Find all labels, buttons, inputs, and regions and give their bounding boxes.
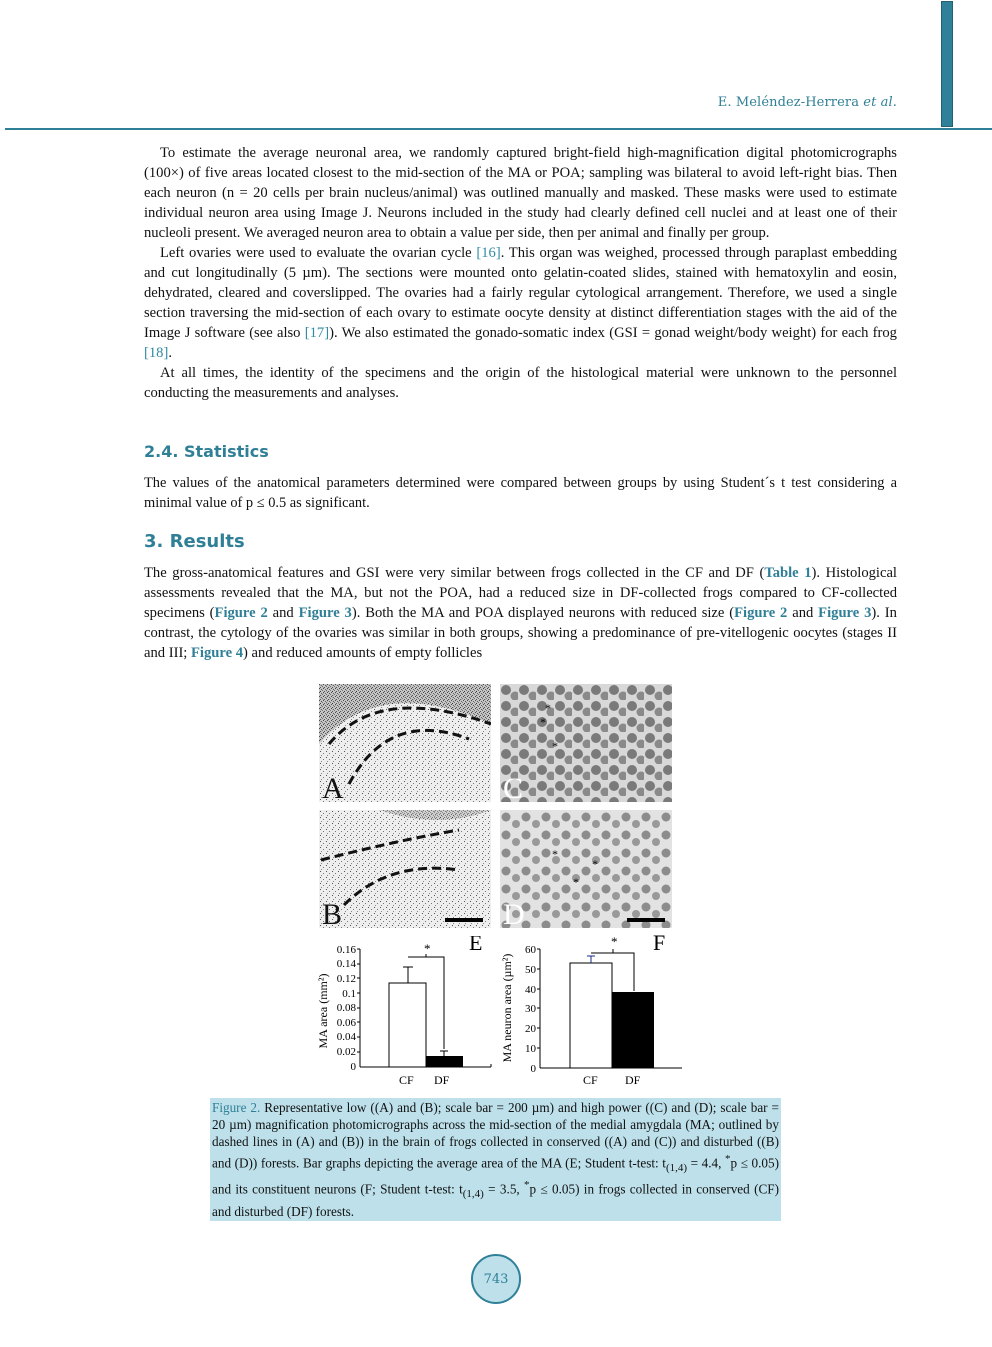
heading-results: 3. Results [144, 531, 245, 552]
text-span: ). In contrast, the cytology of the ovaries was similar in both groups, showing a predominance of pre-vitellogenic oocytes (stages II and III; [144, 605, 897, 661]
micrograph-b-image [319, 810, 491, 928]
caption-figure-label: Figure 2. [212, 1100, 261, 1115]
svg-text:40: 40 [525, 984, 536, 996]
caption-subscript: (1,4) [462, 1187, 484, 1200]
svg-text:30: 30 [525, 1003, 536, 1015]
svg-text:*: * [545, 701, 551, 715]
results-text [144, 563, 897, 663]
methods-text [144, 143, 897, 403]
caption-subscript: (1,4) [665, 1161, 688, 1174]
ref-table-1[interactable]: Table 1 [764, 565, 812, 581]
text-span: ). We also estimated the gonado-somatic index (GSI = gonad weight/body weight) for each frog [329, 325, 897, 341]
svg-text:DF: DF [434, 1073, 450, 1086]
figure-2 [316, 684, 674, 1087]
svg-text:MA area (mm²): MA area (mm²) [316, 973, 330, 1049]
micrograph-panel-a [319, 684, 491, 802]
text-span: . This organ was weighed, processed through paraplast embedding and cut longitudinally (5 µm). The sections were mounted onto gelatin-coated slides, stained with hematoxylin and eosin, dehydrated, cleared and coverslipped. The ovaries had a fairly regular cytological arrangement. Therefore, we used a single section traversing the mid-section of each ovary to estimate oocyte density at distinct differentiation stages with the aid of the Image J software (see also [144, 245, 897, 341]
ref-figure-2[interactable]: Figure 2 [214, 605, 268, 621]
svg-text:*: * [540, 715, 546, 729]
svg-text:0: 0 [530, 1063, 536, 1075]
svg-text:10: 10 [525, 1043, 536, 1055]
ref-figure-4[interactable]: Figure 4 [191, 645, 244, 661]
svg-text:*: * [592, 857, 598, 871]
chart-f-svg [497, 928, 687, 1088]
caption-text: = 4.4, [687, 1155, 726, 1170]
side-tab-marker [941, 1, 953, 127]
text-span: ). Histological assessments revealed that the MA, but not the POA, had a reduced size in DF-collected frogs compared to CF-collected specimens ( [144, 565, 897, 621]
svg-text:0.12: 0.12 [336, 973, 356, 985]
svg-text:0.1: 0.1 [342, 988, 356, 1000]
svg-text:*: * [552, 739, 558, 753]
chart-e-svg [307, 936, 497, 1086]
micrograph-d-image [500, 810, 672, 928]
ref-figure-2[interactable]: Figure 2 [734, 605, 788, 621]
ref-figure-3[interactable]: Figure 3 [818, 605, 872, 621]
caption-text: p ≤ 0.05) and its constituent neurons (F; Student t-test: t [212, 1155, 779, 1197]
scale-bar-200um [445, 918, 483, 922]
text-span: . [168, 345, 172, 361]
svg-text:0.02: 0.02 [336, 1046, 356, 1058]
panel-label-d: D [503, 898, 525, 928]
text-span: and [267, 605, 299, 621]
citation-16[interactable]: [16] [476, 245, 501, 261]
significance-asterisk-f: * [611, 934, 618, 949]
et-al: et al. [863, 95, 897, 110]
citation-18[interactable]: [18] [144, 345, 169, 361]
paragraph-blinding: At all times, the identity of the specimens and the origin of the histological material were unknown to the personnel conducting the measurements and analyses. [144, 365, 897, 401]
paragraph-statistics: The values of the anatomical parameters determined were compared between groups by using Student´s t test considering a minimal value of p ≤ 0.5 as significant. [144, 475, 897, 511]
caption-text: p ≤ 0.05) in frogs collected in conserved (CF) and disturbed (DF) forests. [212, 1181, 779, 1220]
svg-text:*: * [573, 875, 579, 889]
paragraph-neuron-area: To estimate the average neuronal area, we randomly captured bright-field high-magnification digital photomicrographs (100×) of five areas located closest to the mid-section of the MA or POA; sampling was bilateral to avoid left-right bias. Then each neuron (n = 20 cells per brain nucleus/animal) was outlined manually and masked. These masks were used to estimate individual neuron area using Image J. Neurons included in the study had clearly defined cell nuclei and at least one of their nucleoli present. We averaged neuron area to obtain a value per side, then per animal and finally per group. [144, 145, 897, 241]
bar-chart-neuron-area [497, 928, 687, 1093]
scale-bar-20um [627, 918, 665, 922]
text-span: ). Both the MA and POA displayed neurons with reduced size ( [351, 605, 735, 621]
micrograph-panel-d [500, 810, 672, 928]
caption-superscript: * [524, 1178, 530, 1191]
ref-figure-3[interactable]: Figure 3 [298, 605, 352, 621]
svg-text:0.14: 0.14 [336, 958, 356, 970]
text-span: ) and reduced amounts of empty follicles [243, 645, 483, 661]
micrograph-a-image [319, 684, 491, 802]
running-head [718, 95, 897, 110]
panel-label-b: B [322, 898, 343, 928]
paragraph-ovaries [144, 243, 897, 363]
svg-text:DF: DF [625, 1073, 641, 1087]
chart-e-label: E [469, 936, 483, 955]
header-rule [5, 128, 992, 130]
paragraph-results [144, 563, 897, 663]
chart-f-label: F [653, 930, 666, 955]
svg-text:0.08: 0.08 [336, 1002, 356, 1014]
page-number-badge: 743 [471, 1254, 521, 1304]
text-span: The gross-anatomical features and GSI were very similar between frogs collected in the CF and DF ( [144, 565, 765, 581]
svg-text:*: * [552, 847, 558, 861]
text-span: and [787, 605, 819, 621]
panel-label-a: A [322, 772, 344, 802]
svg-text:0.06: 0.06 [336, 1017, 356, 1029]
micrograph-panel-c [500, 684, 672, 802]
significance-asterisk-e: * [424, 941, 431, 956]
svg-text:50: 50 [525, 964, 536, 976]
caption-text: Representative low ((A) and (B); scale bar = 200 µm) and high power ((C) and (D); scale bar = 20 µm) magnification photomicrographs across the mid-section of the medial amygdala (MA; outlined by dashed lines in (A) and (B)) in the brain of frogs collected in conserved ((A) and (C)) and disturbed ((B) and (D)) forests. Bar graphs depicting the average area of the MA (E; Student t-test: t [212, 1100, 779, 1170]
citation-17[interactable]: [17] [304, 325, 330, 341]
micrograph-c-image [500, 684, 672, 802]
figure-caption [210, 1098, 781, 1221]
micrograph-panel-b [319, 810, 491, 928]
svg-text:CF: CF [399, 1073, 414, 1086]
heading-statistics: 2.4. Statistics [144, 442, 269, 461]
svg-text:60: 60 [525, 944, 536, 956]
svg-text:20: 20 [525, 1023, 536, 1035]
svg-text:MA neuron area (µm²): MA neuron area (µm²) [500, 953, 514, 1063]
svg-text:0: 0 [350, 1061, 356, 1073]
caption-text: = 3.5, [483, 1181, 525, 1197]
svg-text:0.16: 0.16 [336, 944, 356, 956]
svg-text:0.04: 0.04 [336, 1031, 356, 1043]
bar-chart-ma-area [307, 936, 497, 1091]
text-span: Left ovaries were used to evaluate the ovarian cycle [160, 245, 477, 261]
caption-superscript: * [725, 1152, 731, 1165]
author-name: E. Meléndez-Herrera [717, 95, 860, 110]
svg-text:CF: CF [583, 1073, 598, 1087]
panel-label-c: C [503, 772, 524, 802]
